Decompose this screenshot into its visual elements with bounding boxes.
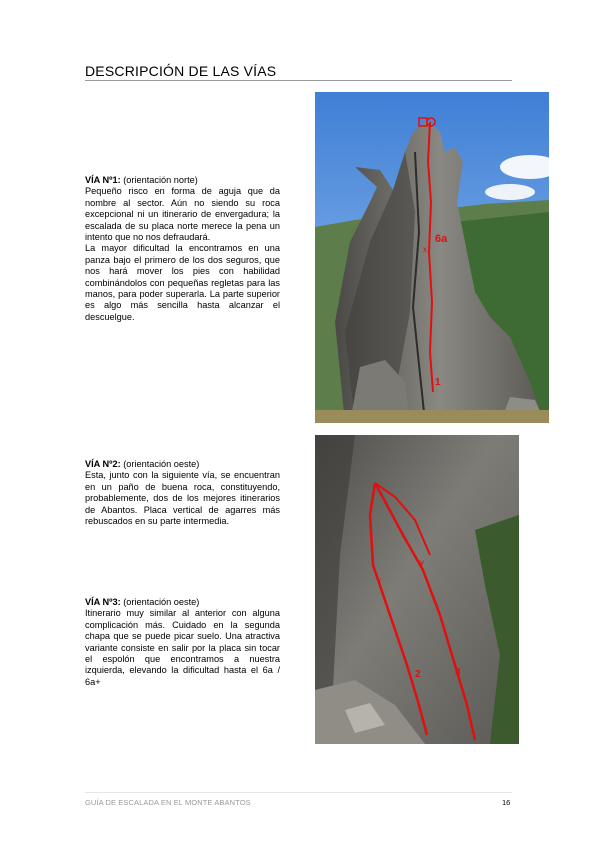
route-2-3-photo xyxy=(315,435,519,744)
footer-divider xyxy=(85,792,512,793)
footer-guide-title: GUÍA DE ESCALADA EN EL MONTE ABANTOS xyxy=(85,798,251,807)
page-number: 16 xyxy=(502,798,511,807)
bolt-marker: v xyxy=(377,576,381,585)
page-title: DESCRIPCIÓN DE LAS VÍAS xyxy=(85,63,277,79)
route-2-description xyxy=(85,459,280,527)
route-1-photo xyxy=(315,92,549,423)
title-divider xyxy=(85,80,512,81)
route-1-heading: VÍA Nº1: xyxy=(85,175,121,185)
bolt-marker: x xyxy=(423,245,427,254)
route-number-label: 1 xyxy=(435,377,441,388)
route-2-heading: VÍA Nº2: xyxy=(85,459,121,469)
route-2-label: 2 xyxy=(415,669,421,680)
cloud xyxy=(485,184,535,200)
grade-label: 6a xyxy=(435,233,448,245)
route-3-orientation: (orientación oeste) xyxy=(120,597,200,607)
route-3-description xyxy=(85,597,280,688)
route-1-orientation: (orientación norte) xyxy=(120,175,198,185)
route-2-orientation: (orientación oeste) xyxy=(120,459,200,469)
route-3-label: 3 xyxy=(455,667,461,678)
bolt-marker: v xyxy=(420,558,424,567)
route-1-description xyxy=(85,175,280,323)
grass xyxy=(315,410,549,423)
route-3-paragraph-1: Itinerario muy similar al anterior con alguna complicación más. Cuidado en la segunda chapa que se puede picar suelo. Una atractiva variante consiste en salir por la placa sin tocar el espolón que encontramos a nuestra izquierda, elevando la dificultad hasta el 6a / 6a+ xyxy=(85,608,280,687)
route-2-paragraph-1: Esta, junto con la siguiente vía, se encuentran en un paño de buena roca, constituyendo, probablemente, dos de los mejores itinerarios de Abantos. Placa vertical de agarres más rebuscados en su parte intermedia. xyxy=(85,470,280,527)
route-3-heading: VÍA Nº3: xyxy=(85,597,121,607)
route-1-paragraph-2: La mayor dificultad la encontramos en una panza bajo el primero de los dos seguros, que nos hará mover los pies con habilidad combinándolos con pequeñas regletas para las manos, para poder superarla. La parte superior es algo más sencilla hasta alcanzar el descuelgue. xyxy=(85,243,280,322)
route-1-paragraph-1: Pequeño risco en forma de aguja que da nombre al sector. Aún no siendo su roca excepcional ni un itinerario de envergadura; la escalada de su placa norte merece la pena un intento que no nos defraudará. xyxy=(85,186,280,243)
